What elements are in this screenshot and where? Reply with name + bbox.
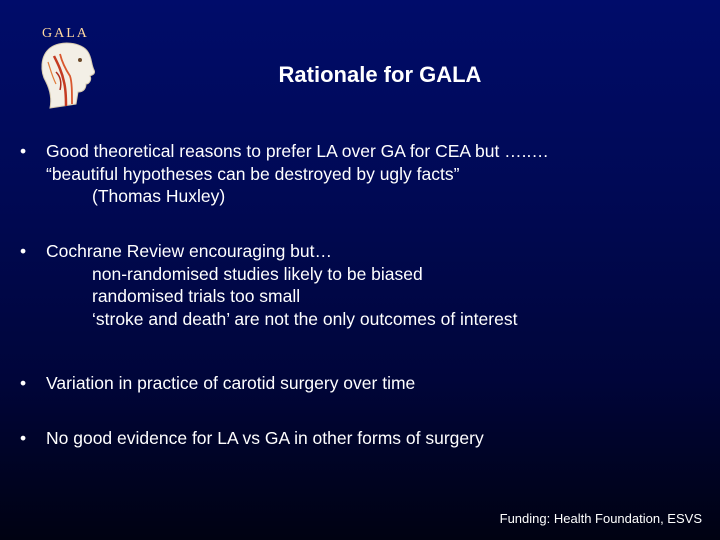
sub-point: non-randomised studies likely to be biased bbox=[92, 263, 423, 284]
bullet-item bbox=[20, 427, 484, 450]
bullet-marker: • bbox=[20, 428, 27, 448]
bullet-text: Variation in practice of carotid surgery over time bbox=[46, 373, 416, 393]
bullet-item bbox=[20, 140, 549, 208]
bullet-text: Good theoretical reasons to prefer LA over GA for CEA but …..… bbox=[46, 141, 549, 161]
bullet-marker: • bbox=[20, 373, 27, 393]
bullet-marker: • bbox=[20, 141, 27, 161]
bullet-item bbox=[20, 240, 517, 330]
sub-point: ‘stroke and death’ are not the only outcomes of interest bbox=[92, 308, 518, 329]
sub-point: randomised trials too small bbox=[92, 286, 301, 306]
bullet-marker: • bbox=[20, 241, 27, 261]
slide-title: Rationale for GALA bbox=[278, 62, 482, 87]
quote-attribution: (Thomas Huxley) bbox=[92, 186, 226, 206]
bullet-item bbox=[20, 372, 415, 395]
logo-text: GALA bbox=[42, 26, 89, 41]
bullet-text: No good evidence for LA vs GA in other forms of surgery bbox=[46, 428, 484, 448]
funding-note: Funding: Health Foundation, ESVS bbox=[499, 511, 702, 526]
quote-text: “beautiful hypotheses can be destroyed by ugly facts” bbox=[46, 163, 460, 184]
bullet-text: Cochrane Review encouraging but… bbox=[46, 241, 332, 261]
